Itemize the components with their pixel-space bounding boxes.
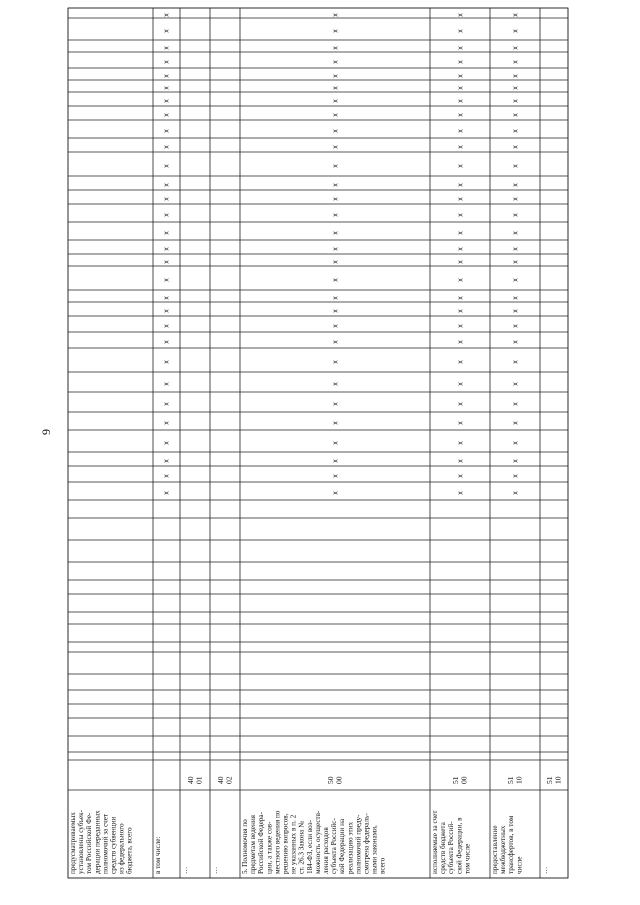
cell-x-mark: x [332, 459, 340, 463]
cell-x-mark: x [457, 86, 465, 90]
row-label-line: субъекта Россий- [447, 821, 456, 874]
cell-x-mark: x [163, 309, 171, 313]
table-row [431, 13, 471, 874]
row-label-line: числе [515, 856, 524, 874]
row-label-line: не указанных в п. 2 [289, 814, 298, 874]
row-label-line: ления расходов [322, 827, 330, 874]
cell-x-mark: x [332, 360, 340, 364]
row-label-line: полномочий преду- [354, 814, 363, 874]
table-row [69, 809, 134, 874]
cell-x-mark: x [457, 324, 465, 328]
row-label-line: в том числе: [154, 836, 162, 874]
cell-x-mark: x [332, 247, 340, 251]
table-row [491, 13, 524, 874]
row-code: 51 [545, 776, 554, 784]
cell-x-mark: x [512, 278, 520, 282]
cell-x-mark: x [512, 324, 520, 328]
table-grid [68, 8, 568, 878]
row-label-line: ции, а также сов- [265, 821, 274, 874]
cell-x-mark: x [163, 60, 171, 64]
cell-x-mark: x [512, 474, 520, 478]
row-label-line: решению вопросов, [281, 813, 290, 874]
cell-x-mark: x [332, 183, 340, 187]
row-label-line: трансфертов, в том [507, 815, 516, 874]
cell-x-mark: x [332, 441, 340, 445]
cell-x-mark: x [332, 491, 340, 495]
table-row [181, 776, 204, 874]
cell-x-mark: x [332, 13, 340, 17]
cell-x-mark: x [457, 74, 465, 78]
cell-x-mark: x [512, 309, 520, 313]
cell-x-mark: x [332, 231, 340, 235]
cell-x-mark: x [457, 13, 465, 17]
cell-x-mark: x [512, 360, 520, 364]
row-code: 51 [451, 776, 460, 784]
cell-x-mark: x [457, 145, 465, 149]
cell-x-mark: x [457, 402, 465, 406]
row-label-line: можность осуществ- [313, 810, 322, 874]
cell-x-mark: x [512, 13, 520, 17]
cell-x-mark: x [332, 260, 340, 264]
cell-x-mark: x [457, 296, 465, 300]
row-label-line: из федерального [117, 823, 126, 874]
cell-x-mark: x [512, 145, 520, 149]
cell-x-mark: x [163, 360, 171, 364]
cell-x-mark: x [512, 86, 520, 90]
row-label-line: средств бюджета [439, 822, 448, 874]
row-label-line: исполняемые за счет [431, 810, 439, 874]
cell-x-mark: x [457, 129, 465, 133]
row-label-line: том числе [463, 843, 472, 874]
cell-x-mark: x [163, 213, 171, 217]
cell-x-mark: x [512, 402, 520, 406]
table-border [68, 8, 568, 878]
row-label-line: 184-ФЗ, если воз- [305, 819, 314, 874]
cell-x-mark: x [163, 183, 171, 187]
cell-x-mark: x [332, 213, 340, 217]
cell-x-mark: x [512, 60, 520, 64]
cell-x-mark: x [163, 324, 171, 328]
cell-x-mark: x [512, 129, 520, 133]
cell-x-mark: x [332, 324, 340, 328]
table-row [541, 776, 563, 874]
table-row [241, 13, 387, 874]
cell-x-mark: x [332, 74, 340, 78]
cell-x-mark: x [163, 113, 171, 117]
cell-x-mark: x [512, 296, 520, 300]
table-row [154, 13, 171, 874]
cell-x-mark: x [332, 145, 340, 149]
row-label-line: предусматриваемых [69, 812, 77, 874]
cell-x-mark: x [512, 74, 520, 78]
cell-x-mark: x [457, 441, 465, 445]
cell-x-mark: x [332, 278, 340, 282]
cell-x-mark: x [332, 164, 340, 168]
cell-x-mark: x [457, 278, 465, 282]
cell-x-mark: x [457, 113, 465, 117]
cell-x-mark: x [163, 491, 171, 495]
row-label-line: ской Федерации, в [455, 817, 464, 874]
row-code: 01 [194, 776, 204, 784]
cell-x-mark: x [512, 459, 520, 463]
row-label-line: всего [378, 857, 387, 874]
cell-x-mark: x [332, 99, 340, 103]
cell-x-mark: x [332, 309, 340, 313]
row-code: 40 [216, 776, 225, 784]
cell-x-mark: x [163, 74, 171, 78]
cell-x-mark: x [332, 197, 340, 201]
cell-x-mark: x [457, 247, 465, 251]
cell-x-mark: x [163, 29, 171, 33]
cell-x-mark: x [332, 46, 340, 50]
row-label-line: смотрена федераль- [362, 813, 371, 874]
cell-x-mark: x [512, 164, 520, 168]
cell-x-mark: x [457, 360, 465, 364]
cell-x-mark: x [332, 113, 340, 117]
cell-x-mark: x [332, 60, 340, 64]
cell-x-mark: x [163, 86, 171, 90]
cell-x-mark: x [512, 421, 520, 425]
row-label-line: межбюджетных [499, 825, 508, 874]
row-code: 51 [506, 776, 515, 784]
cell-x-mark: x [512, 231, 520, 235]
row-code: 00 [459, 776, 469, 784]
row-code: 02 [224, 776, 234, 784]
row-code: 10 [553, 776, 563, 784]
row-code: 50 [326, 776, 335, 784]
cell-x-mark: x [163, 13, 171, 17]
cell-x-mark: x [457, 99, 465, 103]
cell-x-mark: x [163, 46, 171, 50]
cell-x-mark: x [457, 309, 465, 313]
row-label-line: средств субвенции [109, 816, 118, 874]
cell-x-mark: x [512, 46, 520, 50]
row-label-line: … [181, 866, 189, 874]
cell-x-mark: x [512, 247, 520, 251]
row-label-line: 5. Полномочия по [241, 819, 249, 874]
row-label-line: субъекта Российс- [330, 818, 339, 874]
row-label-line: ст. 26.3 Закона № [297, 821, 306, 874]
cell-x-mark: x [332, 129, 340, 133]
cell-x-mark: x [512, 197, 520, 201]
row-code: 00 [334, 776, 344, 784]
cell-x-mark: x [332, 421, 340, 425]
row-label-line: … [211, 866, 219, 874]
row-label-line: полномочий за счет [101, 813, 110, 874]
cell-x-mark: x [457, 46, 465, 50]
cell-x-mark: x [512, 340, 520, 344]
cell-x-mark: x [512, 382, 520, 386]
cell-x-mark: x [163, 197, 171, 201]
row-label-line: Российской Федера- [257, 811, 266, 874]
cell-x-mark: x [163, 129, 171, 133]
cell-x-mark: x [457, 183, 465, 187]
row-label-line: местного ведения по [273, 810, 282, 874]
cell-x-mark: x [332, 29, 340, 33]
row-code: 10 [514, 776, 524, 784]
cell-x-mark: x [163, 99, 171, 103]
row-label-line: кой Федерации на [338, 818, 347, 874]
row-label-line: том Российской Фе- [85, 812, 94, 874]
cell-x-mark: x [163, 296, 171, 300]
cell-x-mark: x [163, 231, 171, 235]
row-label-line: … [541, 866, 549, 874]
cell-x-mark: x [332, 340, 340, 344]
cell-x-mark: x [163, 247, 171, 251]
cell-x-mark: x [163, 421, 171, 425]
cell-x-mark: x [512, 213, 520, 217]
cell-x-mark: x [457, 474, 465, 478]
row-code: 40 [186, 776, 195, 784]
cell-x-mark: x [332, 296, 340, 300]
cell-x-mark: x [163, 459, 171, 463]
cell-x-mark: x [457, 213, 465, 217]
cell-x-mark: x [163, 278, 171, 282]
row-label-line: предметам ведения [249, 815, 258, 874]
cell-x-mark: x [512, 29, 520, 33]
cell-x-mark: x [332, 402, 340, 406]
cell-x-mark: x [457, 231, 465, 235]
cell-x-mark: x [163, 145, 171, 149]
cell-x-mark: x [163, 474, 171, 478]
cell-x-mark: x [512, 260, 520, 264]
cell-x-mark: x [457, 459, 465, 463]
cell-x-mark: x [457, 197, 465, 201]
cell-x-mark: x [457, 164, 465, 168]
row-label-line: ными законами, [370, 825, 379, 874]
row-label-line: установлены субъек- [77, 809, 86, 874]
cell-x-mark: x [163, 441, 171, 445]
cell-x-mark: x [457, 421, 465, 425]
cell-x-mark: x [163, 402, 171, 406]
cell-x-mark: x [332, 382, 340, 386]
page-number: 9 [39, 429, 53, 435]
cell-x-mark: x [457, 29, 465, 33]
cell-x-mark: x [163, 164, 171, 168]
cell-x-mark: x [457, 491, 465, 495]
cell-x-mark: x [512, 183, 520, 187]
cell-x-mark: x [512, 99, 520, 103]
cell-x-mark: x [512, 491, 520, 495]
cell-x-mark: x [512, 113, 520, 117]
cell-x-mark: x [163, 382, 171, 386]
cell-x-mark: x [163, 260, 171, 264]
table-row [211, 776, 234, 874]
row-label-line: дерации переданных [93, 810, 102, 874]
cell-x-mark: x [512, 441, 520, 445]
cell-x-mark: x [163, 340, 171, 344]
row-label-line: реализацию этих [346, 821, 355, 874]
cell-x-mark: x [332, 474, 340, 478]
cell-x-mark: x [457, 260, 465, 264]
row-label-line: предоставление [491, 825, 499, 874]
cell-x-mark: x [457, 60, 465, 64]
row-label-line: бюджета, всего [125, 827, 134, 874]
cell-x-mark: x [332, 86, 340, 90]
cell-x-mark: x [457, 340, 465, 344]
cell-x-mark: x [457, 382, 465, 386]
